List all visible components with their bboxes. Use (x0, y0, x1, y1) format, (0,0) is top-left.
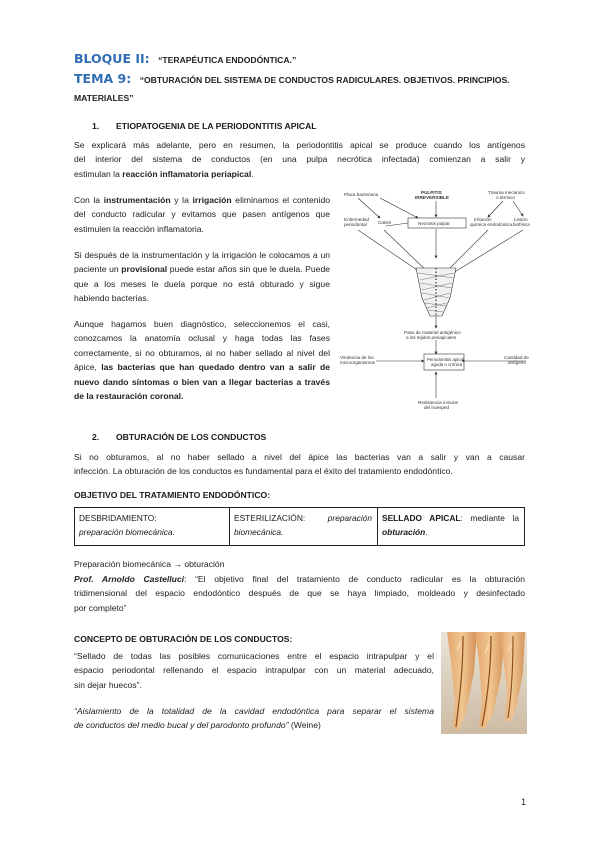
label-paso-1: Paso de material antigénico (404, 330, 461, 335)
section1-heading (92, 121, 317, 131)
label-virulencia-2: microorganismos (340, 360, 375, 365)
label-enfermedad-1: Enfermedad (344, 217, 370, 222)
text-span: eliminamos el contenido del conducto radicular y evitamos que pasen antígenos que estimulen la reacción inflamatoria. (74, 195, 330, 234)
text-line: “Sellado de todas las posibles comunicaciones entre el espacio intrapulpar y el (74, 651, 434, 661)
bloque-heading (74, 50, 296, 68)
label-irritacion-2: química endodóntica (470, 222, 513, 227)
cell-title: SELLADO APICAL (382, 513, 461, 523)
label-necrosis: Necrosis pulpar (418, 221, 450, 226)
label-periodontitis-1: Periodontitis apical (427, 357, 464, 362)
cell-title: ESTERILIZACIÓN: (234, 513, 328, 523)
teeth-roots-icon (441, 632, 527, 734)
text-span: de conductos del medio bucal y del parodonto profundo” (74, 720, 289, 731)
text-line (74, 167, 525, 181)
label-virulencia-1: Virulencia de los (340, 355, 374, 360)
label-lesion-2: biofísica (513, 222, 530, 227)
cell-title: DESBRIDAMIENTO: (79, 513, 157, 523)
page-number: 1 (521, 797, 527, 807)
bloque-label: BLOQUE II: (74, 51, 150, 66)
table-row (75, 508, 525, 546)
table-cell-esterilizacion (230, 508, 378, 546)
text-line: Se explicará más adelante, pero en resumen, la periodontitis apical se produce cuando los antígenos (74, 140, 525, 150)
text-span: . (425, 527, 428, 537)
label-trauma-2: o térmico (496, 195, 515, 200)
root-canal-illustration (441, 632, 527, 734)
weine-quote (74, 704, 434, 733)
text-line: Si no obturamos, al no haber sellado a nivel del ápice las bacterias van a salir y van a causar (74, 452, 525, 462)
text-span: (Weine) (288, 720, 321, 731)
tema-label: TEMA 9: (74, 71, 132, 86)
section1-paragraph2 (74, 193, 330, 236)
text-line: tridimensional del espacio endodóntico después de que se haya limpiado, moldeado y desinfectado (74, 588, 525, 599)
section2-title: OBTURACIÓN DE LOS CONDUCTOS (116, 432, 267, 442)
section1-title: ETIOPATOGENIA DE LA PERIODONTITIS APICAL (116, 121, 317, 131)
objetivo-heading: OBJETIVO DEL TRATAMIENTO ENDODÓNTICO: (74, 490, 271, 500)
objetivo-table (74, 507, 525, 546)
emphasis-text: reacción inflamatoria periapical (122, 168, 252, 179)
label-placa: Placa bacteriana (344, 192, 379, 197)
text-line (74, 572, 525, 586)
text-span: Si después de la instrumentación y la irrigación le colocamos a un paciente un (74, 250, 330, 275)
text-line: espacio periodontal rellenando el espacio intrapulpar con un material adecuado, (74, 665, 434, 676)
label-cantidad-2: antígeno (508, 360, 526, 365)
section2-heading (92, 432, 266, 442)
text-span: y la (170, 195, 193, 205)
section2-paragraph1 (74, 450, 525, 479)
text-line: “Aislamiento de la totalidad de la cavidad endodóntica para separar el sistema (74, 706, 434, 716)
castelluci-quote (74, 572, 525, 615)
cell-detail: preparación biomecánica. (79, 527, 175, 537)
label-lesion-1: Lesión (514, 217, 528, 222)
label-periodontitis-2: aguda o crónica (431, 362, 463, 367)
label-caries: Caries (378, 220, 392, 225)
concepto-paragraph (74, 649, 434, 692)
tema-title-line2: MATERIALES” (74, 93, 134, 103)
table-cell-sellado (378, 508, 525, 546)
label-irritacion-1: Irritación (474, 217, 492, 222)
section1-paragraph3 (74, 248, 330, 306)
text-span: “El objetivo final del tratamiento de conducto radicular es la obturación (195, 574, 525, 584)
cell-detail: : mediante la (460, 513, 519, 523)
emphasis-text: instrumentación (103, 195, 171, 205)
label-pulpitis-2: IRREVERSIBLE (415, 195, 449, 200)
prep-arrow-line: Preparación biomecánica → obturación (74, 559, 225, 569)
tema-heading (74, 70, 534, 88)
text-line: infección. La obturación de los conductos es fundamental para el éxito del tratamiento endodóntico. (74, 466, 453, 477)
quote-author: Prof. Arnoldo Castelluci (74, 574, 185, 584)
section2-number: 2. (92, 432, 100, 442)
cell-detail: biomecánica. (234, 527, 284, 537)
cell-detail: preparación (327, 513, 372, 523)
text-line: sin dejar huecos”. (74, 679, 142, 690)
emphasis-text: provisional (121, 264, 168, 275)
table-cell-desbridamiento (75, 508, 230, 546)
text-line: por completo” (74, 602, 127, 613)
section1-number: 1. (92, 121, 100, 131)
text-span: Con la (74, 195, 104, 205)
text-span: . (251, 168, 254, 179)
cell-detail: obturación (382, 527, 426, 537)
label-cantidad-1: Cantidad de (504, 355, 529, 360)
etiopathogenesis-diagram (338, 188, 538, 413)
text-span: puede estar años sin que le duela. Puede que a los meses le duela porque no está obturado y sigue habiendo bacterias. (74, 264, 331, 304)
label-resistencia-2: del huésped (424, 405, 450, 410)
tooth-root-icon (416, 268, 456, 316)
text-span: : (184, 574, 196, 584)
bloque-title: “TERAPÉUTICA ENDODÓNTICA.” (158, 55, 297, 65)
label-resistencia-1: Resistencia inmune (418, 400, 459, 405)
label-pulpitis-1: PULPITIS (421, 190, 442, 195)
label-enfermedad-2: periodontal (344, 222, 367, 227)
section1-paragraph4 (74, 317, 330, 403)
diagram-svg (338, 188, 538, 413)
emphasis-text: las bacterias que han quedado dentro van a salir de nuevo dando síntomas o bien van a llegar bacterias a través de la restauración coronal. (74, 362, 330, 402)
label-trauma-1: Trauma mecánico (488, 190, 525, 195)
text-span: estimulan la (74, 168, 123, 179)
text-line: del interior del sistema de conductos (en una pulpa necrótica infectada) comienzan a salir y (74, 154, 525, 165)
section1-paragraph1 (74, 138, 525, 181)
tema-title-line1: “OBTURACIÓN DEL SISTEMA DE CONDUCTOS RADICULARES. OBJETIVOS. PRINCIPIOS. (139, 75, 510, 85)
concepto-heading: CONCEPTO DE OBTURACIÓN DE LOS CONDUCTOS: (74, 634, 293, 644)
emphasis-text: irrigación (192, 195, 232, 205)
text-span: Aunque hagamos buen diagnóstico, seleccionemos el casi, conozcamos la anatomía oclusal y haga todas las fases correctamente, si no obturamos, al no haber sellado al nivel del ápice, (74, 319, 330, 373)
label-paso-2: a los tejidos periapicales (406, 335, 457, 340)
